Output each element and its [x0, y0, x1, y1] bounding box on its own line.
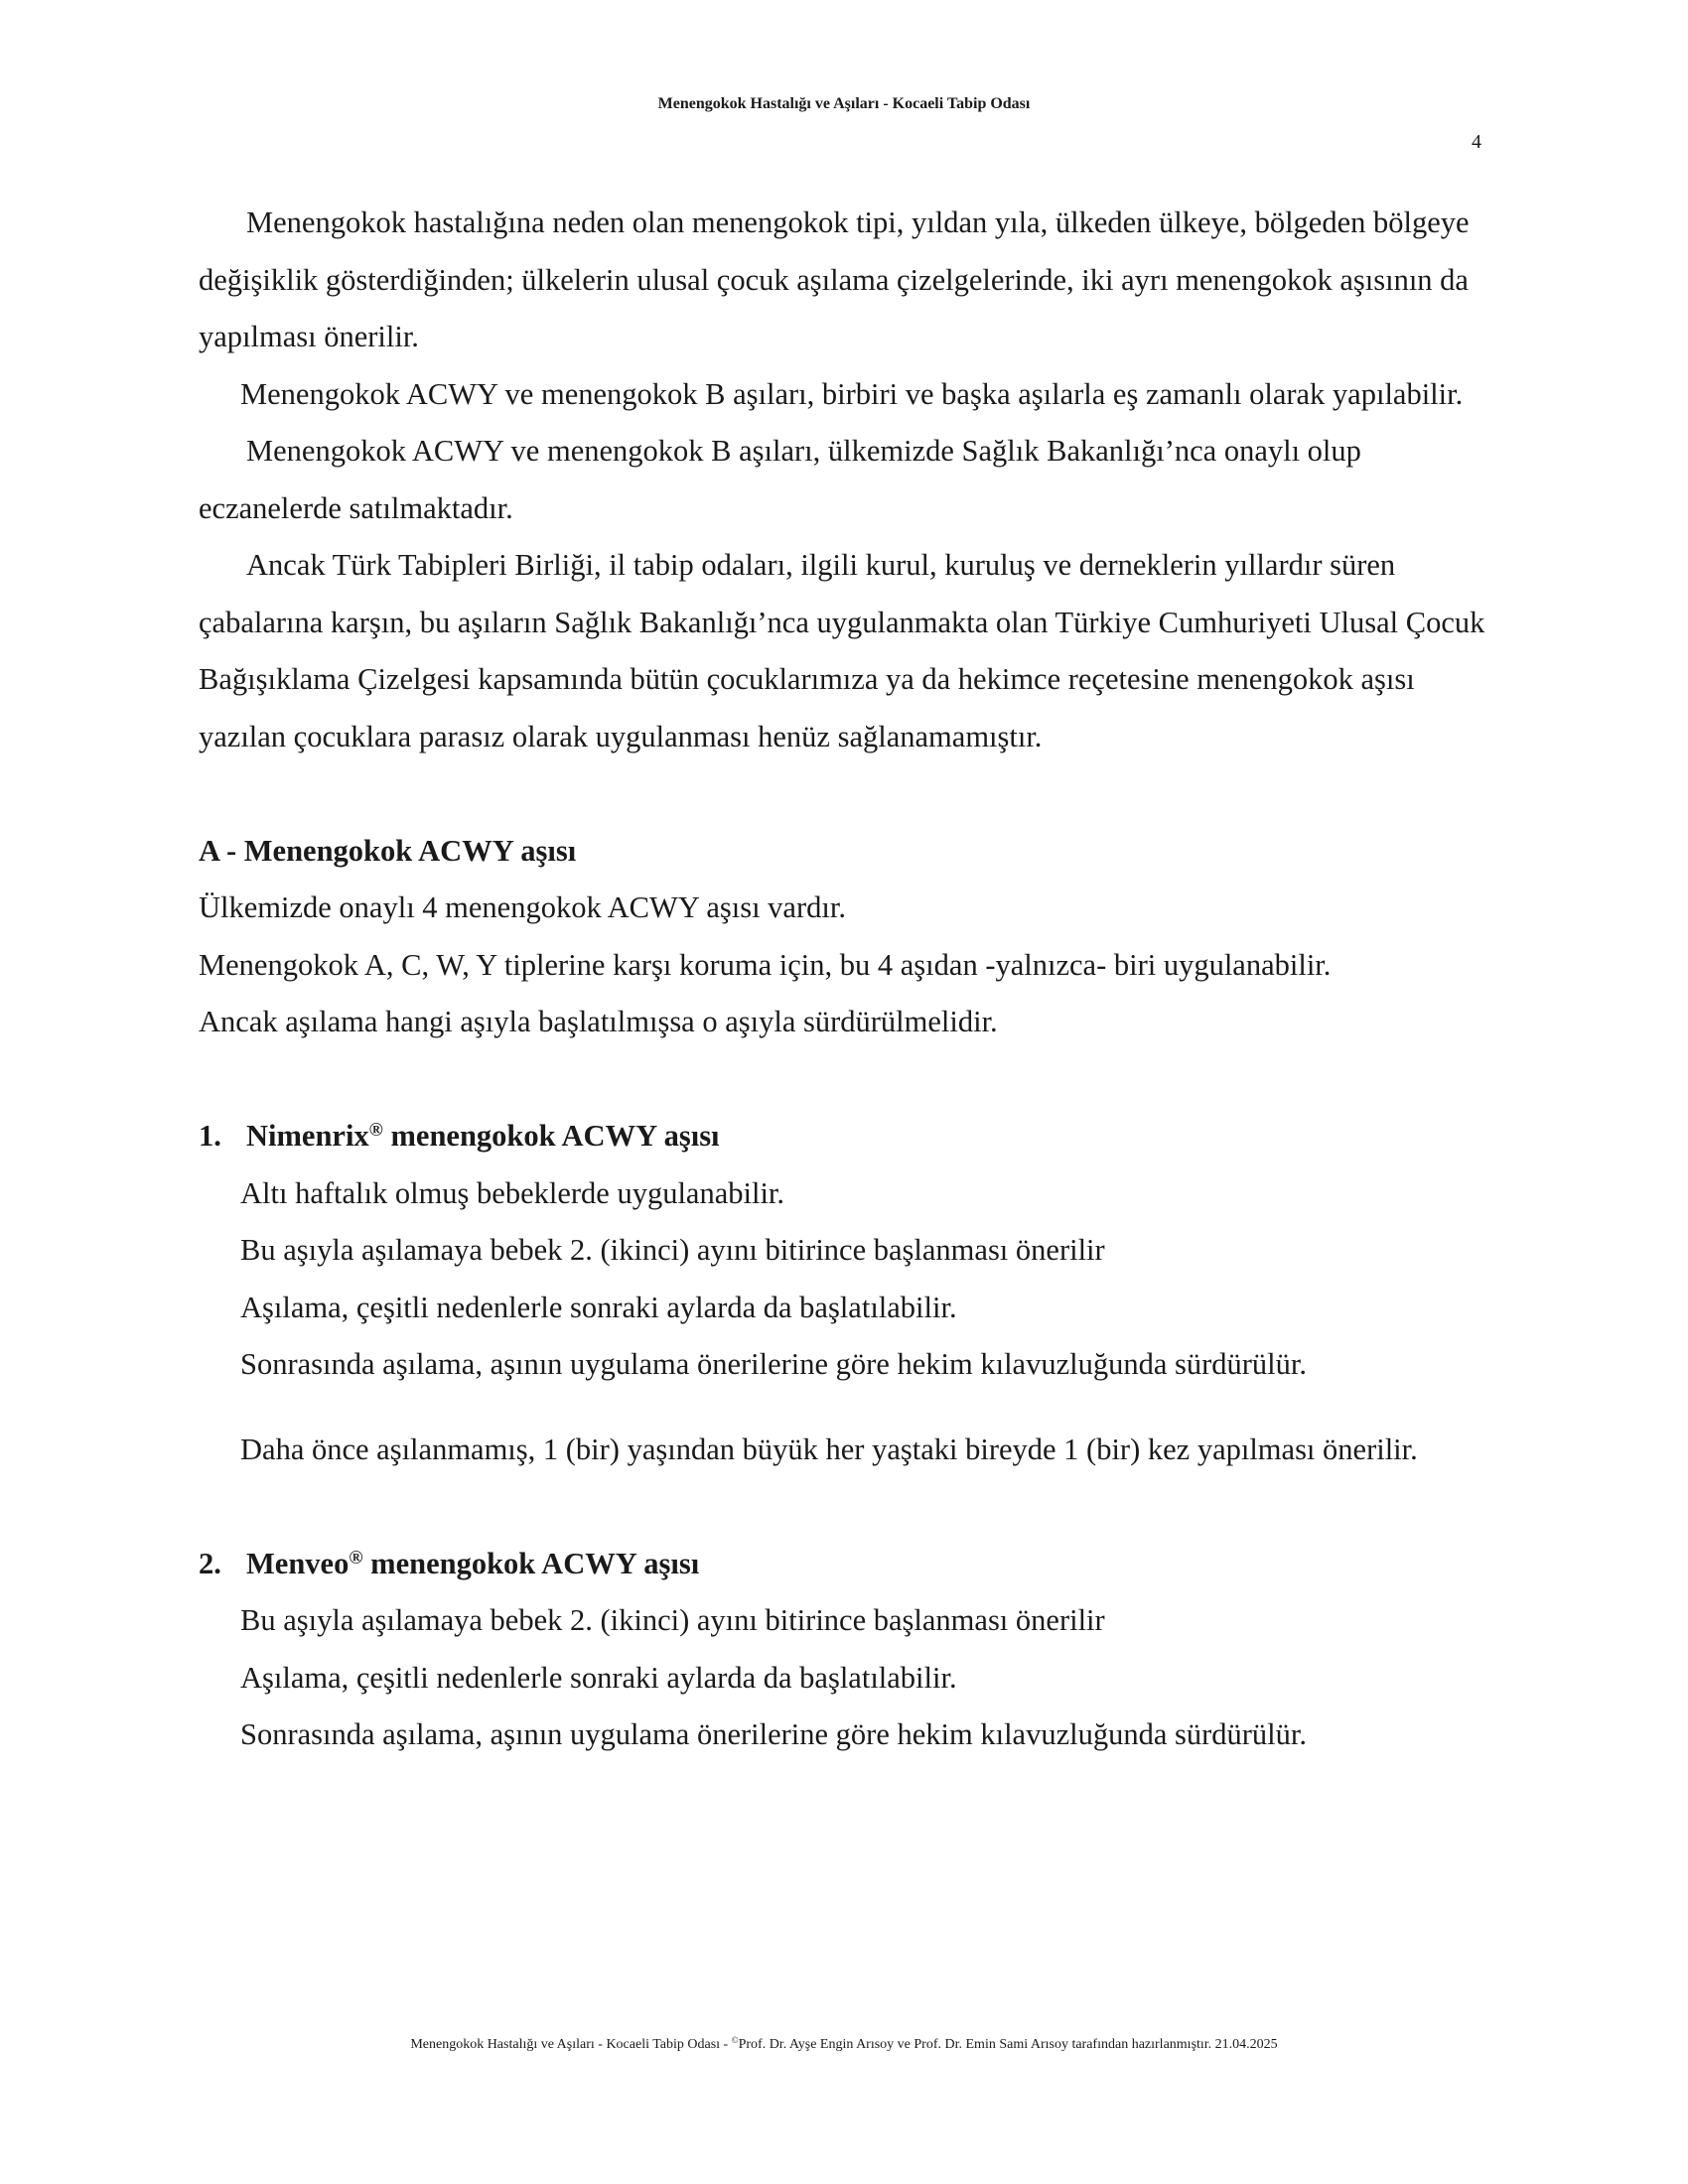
intro-paragraph-1: Menengokok hastalığına neden olan menengokok tipi, yıldan yıla, ülkeden ülkeye, bölgeden bölgeye değişiklik gösterdiğinden; ülkelerin ulusal çocuk aşılama çizelgelerinde, iki ayrı menengokok aşısının da yapılması önerilir. [199, 205, 1470, 353]
spacer [199, 1478, 1499, 1536]
vaccine-2-heading [199, 1536, 1499, 1593]
intro-paragraph-3: Menengokok ACWY ve menengokok B aşıları, ülkemizde Sağlık Bakanlığı’nca onaylı olup eczanelerde satılmaktadır. [199, 434, 1361, 525]
footer-prefix: Menengokok Hastalığı ve Aşıları - Kocaeli Tabip Odası - [410, 2037, 732, 2052]
vaccine-2-line-1: Bu aşıyla aşılamaya bebek 2. (ikinci) ayını bitirince başlanması önerilir [240, 1603, 1105, 1637]
vaccine-2-title [246, 1536, 699, 1593]
registered-mark: ® [349, 1547, 363, 1569]
section-a-line-3: Ancak aşılama hangi aşıyla başlatılmışsa o aşıyla sürdürülmelidir. [199, 1005, 998, 1038]
vaccine-1-note: Daha önce aşılanmamış, 1 (bir) yaşından büyük her yaştaki bireyde 1 (bir) kez yapılması önerilir. [240, 1432, 1418, 1466]
spacer [199, 1051, 1499, 1109]
vaccine-1-line-4: Sonrasında aşılama, aşının uygulama önerilerine göre hekim kılavuzluğunda sürdürülür. [240, 1347, 1308, 1381]
intro-paragraph-4: Ancak Türk Tabipleri Birliği, il tabip odaları, ilgili kurul, kuruluş ve derneklerin yıllardır süren çabalarına karşın, bu aşıların Sağlık Bakanlığı’nca uygulanmakta olan Türkiye Cumhuriyeti Ulusal Çocuk Bağışıklama Çizelgesi kapsamında bütün çocuklarımıza ya da hekimce reçetesine menengokok aşısı yazılan çocuklara parasız olarak uygulanması henüz sağlanamamıştır. [199, 548, 1485, 753]
intro-paragraph-2: Menengokok ACWY ve menengokok B aşıları, birbiri ve başka aşılarla eş zamanlı olarak yapılabilir. [240, 376, 1464, 411]
page-footer [0, 2037, 1688, 2053]
vaccine-1-line-3: Aşılama, çeşitli nedenlerle sonraki aylarda da başlatılabilir. [240, 1290, 957, 1324]
document-body [199, 195, 1499, 1764]
vaccine-2-line-2: Aşılama, çeşitli nedenlerle sonraki aylarda da başlatılabilir. [240, 1660, 957, 1695]
vaccine-2-line-3: Sonrasında aşılama, aşının uygulama önerilerine göre hekim kılavuzluğunda sürdürülür. [240, 1717, 1308, 1751]
spacer [199, 765, 1499, 823]
copyright-mark: © [731, 2035, 739, 2045]
spacer [199, 1394, 1499, 1422]
section-a-line-1: Ülkemizde onaylı 4 menengokok ACWY aşısı vardır. [199, 890, 846, 924]
registered-mark: ® [368, 1120, 383, 1141]
vaccine-2-number: 2. [199, 1546, 221, 1580]
section-a-line-2: Menengokok A, C, W, Y tiplerine karşı koruma için, bu 4 aşıdan -yalnızca- biri uygulanabilir. [199, 947, 1332, 982]
section-a-heading: A - Menengokok ACWY aşısı [199, 833, 577, 868]
vaccine-2-name: Menveo [246, 1546, 350, 1580]
vaccine-1-title [246, 1108, 720, 1165]
vaccine-1-number: 1. [199, 1119, 221, 1153]
vaccine-1-line-2: Bu aşıyla aşılamaya bebek 2. (ikinci) ayını bitirince başlanması önerilir [240, 1233, 1105, 1267]
page-number: 4 [1472, 131, 1481, 153]
footer-authors: Prof. Dr. Ayşe Engin Arısoy ve Prof. Dr. Emin Sami Arısoy tarafından hazırlanmıştır. 21.04.2025 [738, 2037, 1278, 2052]
vaccine-1-name: Nimenrix [246, 1119, 369, 1153]
vaccine-2-suffix: menengokok ACWY aşısı [362, 1546, 700, 1580]
running-header: Menengokok Hastalığı ve Aşıları - Kocaeli Tabip Odası [657, 95, 1031, 112]
vaccine-1-line-1: Altı haftalık olmuş bebeklerde uygulanabilir. [240, 1175, 785, 1210]
vaccine-1-heading [199, 1108, 1499, 1165]
vaccine-1-suffix: menengokok ACWY aşısı [382, 1119, 720, 1153]
